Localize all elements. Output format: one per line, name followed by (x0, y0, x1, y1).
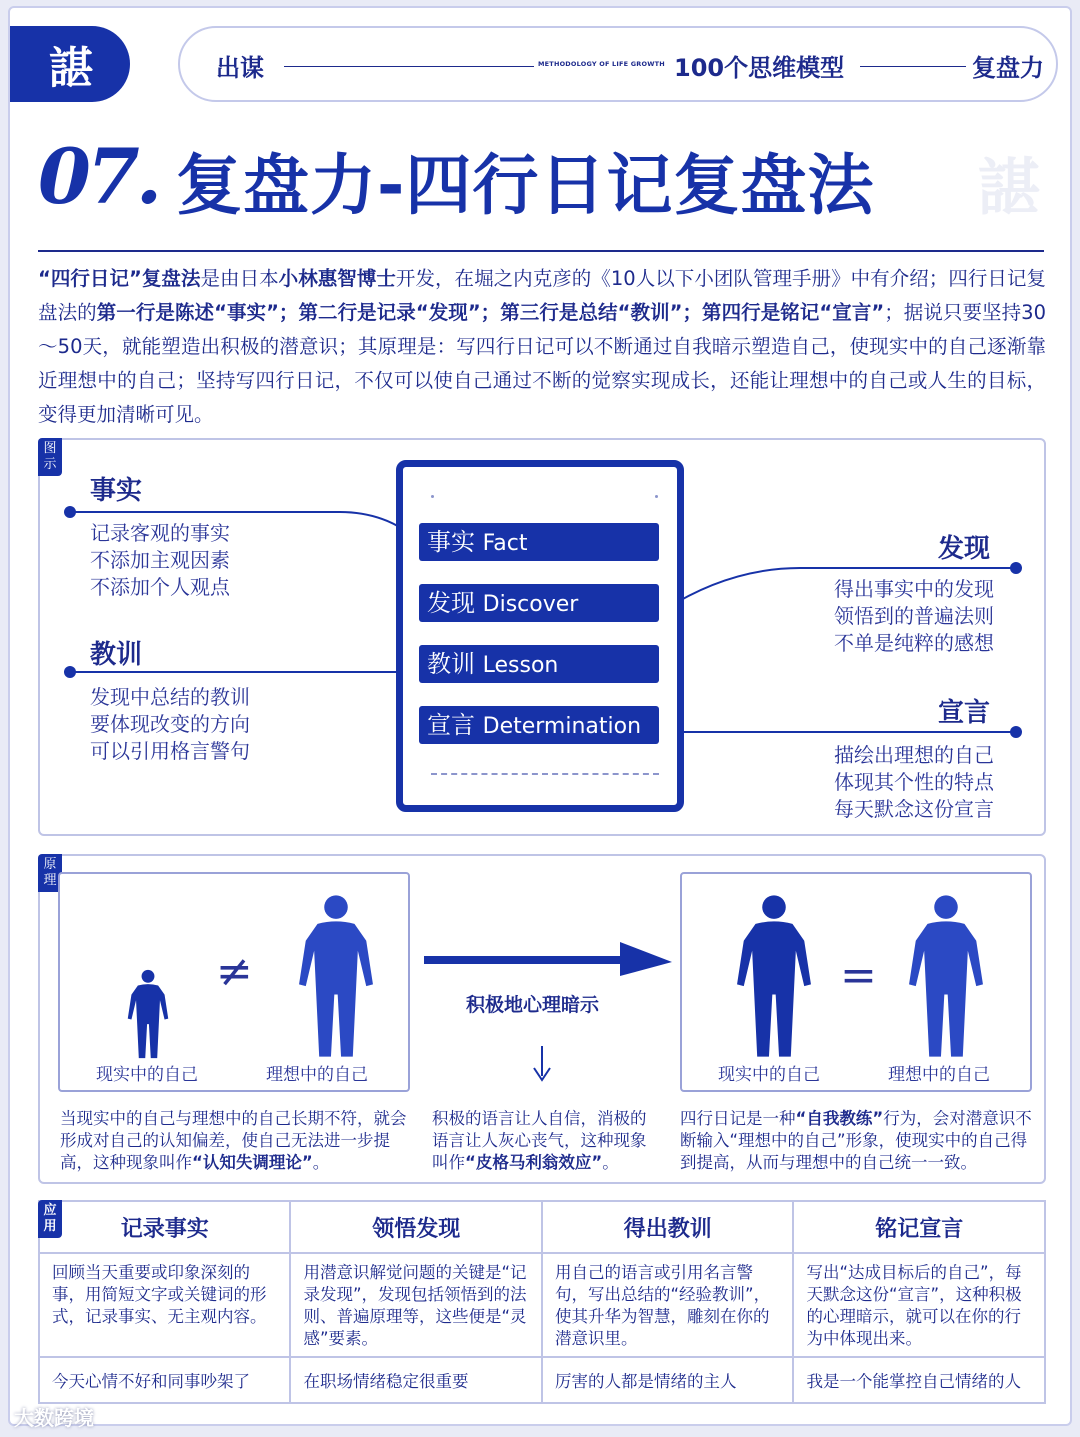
pygmalion-effect-note: 积极的语言让人自信，消极的语言让人灰心丧气，这种现象叫作“皮格马利翁效应”。 (432, 1109, 647, 1172)
lesson-title: 教训 (90, 640, 143, 670)
example-cell: 厉害的人都是情绪的主人 (542, 1357, 794, 1403)
table-cell: 用潜意识解觉问题的关键是“记录发现”，发现包括领悟到的法则、普遍原理等，这些便是“灵感”要素。 (290, 1253, 542, 1357)
equal-sign: = (840, 950, 877, 1001)
example-cell: 在职场情绪稳定很重要 (290, 1357, 542, 1403)
application-table (38, 1200, 1046, 1404)
diary-row-fact: 事实 Fact (419, 523, 659, 561)
phone-dashed-line (431, 773, 659, 775)
real-self-label: 现实中的自己 (718, 1065, 820, 1085)
example-cell: 我是一个能掌控自己情绪的人 (793, 1357, 1045, 1403)
intro-paragraph: “四行日记”复盘法是由日本小林惠智博士开发，在堀之内克彦的《10人以下小团队管理手册》中有介绍；四行日记复盘法的第一行是陈述“事实”；第二行是记录“发现”；第三行是总结“教训”；第四行是铭记“宣言”；据说只要坚持30～50天，就能塑造出积极的潜意识；其原理是：写四行日记可以不断通过自我暗示塑造自己，使现实中的自己逐渐靠近理想中的自己；坚持写四行日记，不仅可以使自己通过不断的觉察实现成长，还能让理想中的自己或人生的目标，变得更加清晰可见。 (38, 267, 1046, 426)
table-cell: 写出“达成目标后的自己”，每天默念这份“宣言”，这种积极的心理暗示，就可以在你的行为中体现出来。 (793, 1253, 1045, 1357)
fact-description: 记录客观的事实 不添加主观因素 不添加个人观点 (90, 521, 230, 599)
table-row (39, 1253, 1045, 1357)
self-coaching-note: 四行日记是一种“自我教练”行为，会对潜意识不断输入“理想中的自己”形象，使现实中的自己得到提高，从而与理想中的自己统一一致。 (680, 1109, 1032, 1172)
ideal-human-figure-icon (898, 892, 994, 1060)
real-human-figure-icon (726, 892, 822, 1060)
table-cell: 用自己的语言或引用名言警句，写出总结的“经验教训”，使其升华为智慧，雕刻在你的潜意识里。 (542, 1253, 794, 1357)
footer-watermark: 大数跨境 (14, 1406, 94, 1430)
header-bar (178, 26, 1058, 102)
section-tag-principle: 原理 (38, 854, 62, 892)
header-series-title: 100个思维模型 (674, 54, 845, 82)
positive-suggestion-label: 积极地心理暗示 (466, 994, 600, 1016)
header-caption: METHODOLOGY OF LIFE GROWTH (538, 60, 665, 68)
diary-row-discover: 发现 Discover (419, 584, 659, 622)
table-header-row (39, 1201, 1045, 1253)
title-watermark-logo: 諶 (978, 151, 1041, 224)
title-divider (38, 250, 1044, 252)
header-divider (284, 66, 534, 67)
header-divider (860, 66, 966, 67)
cognitive-dissonance-note: 当现实中的自己与理想中的自己长期不符，就会形成对自己的认知偏差，使自己无法进一步提高，这种现象叫作“认知失调理论”。 (60, 1109, 407, 1172)
discover-connector-dot (1010, 562, 1022, 574)
small-human-figure-icon (118, 968, 178, 1060)
table-cell: 回顾当天重要或印象深刻的事，用简短文字或关键词的形式，记录事实、无主观内容。 (39, 1253, 290, 1357)
real-self-label: 现实中的自己 (96, 1065, 198, 1085)
before-comparison-box (58, 872, 410, 1092)
table-header-cell: 领悟发现 (290, 1201, 542, 1253)
section-tag-diagram: 图示 (38, 438, 62, 476)
after-comparison-box (680, 872, 1032, 1092)
phone-dot (655, 495, 658, 498)
discover-description: 得出事实中的发现 领悟到的普遍法则 不单是纯粹的感想 (834, 577, 994, 655)
table-header-cell: 铭记宣言 (793, 1201, 1045, 1253)
header-category: 复盘力 (972, 54, 1044, 82)
ideal-human-figure-icon (288, 892, 384, 1060)
page-title: 复盘力-四行日记复盘法 (176, 147, 875, 224)
table-header-cell: 得出教训 (542, 1201, 794, 1253)
ideal-self-label: 理想中的自己 (888, 1065, 990, 1085)
infographic-page (8, 6, 1072, 1426)
title-number: 07. (38, 132, 159, 221)
table-header-cell: 应用 记录事实 (39, 1201, 290, 1253)
principle-section (38, 854, 1046, 1184)
not-equal-sign: ≠ (216, 946, 253, 997)
discover-title: 发现 (938, 534, 991, 564)
ideal-self-label: 理想中的自己 (266, 1065, 368, 1085)
fact-title: 事实 (90, 476, 143, 506)
determination-title: 宣言 (938, 698, 991, 728)
fact-connector-dot (64, 506, 76, 518)
table-row (39, 1357, 1045, 1403)
header-brand: 出谋 (216, 54, 264, 82)
lesson-description: 发现中总结的教训 要体现改变的方向 可以引用格言警句 (90, 685, 250, 763)
phone-dot (431, 495, 434, 498)
example-cell: 今天心情不好和同事吵架了 (39, 1357, 290, 1403)
diary-row-determination: 宣言 Determination (419, 706, 659, 744)
diary-row-lesson: 教训 Lesson (419, 645, 659, 683)
section-tag-application: 应用 (38, 1200, 62, 1238)
determination-connector-dot (1010, 726, 1022, 738)
lesson-connector-dot (64, 666, 76, 678)
brand-logo: 諶 (10, 26, 130, 102)
diagram-section (38, 438, 1046, 836)
diary-phone-frame (396, 460, 684, 812)
determination-description: 描绘出理想的自己 体现其个性的特点 每天默念这份宣言 (834, 743, 994, 821)
